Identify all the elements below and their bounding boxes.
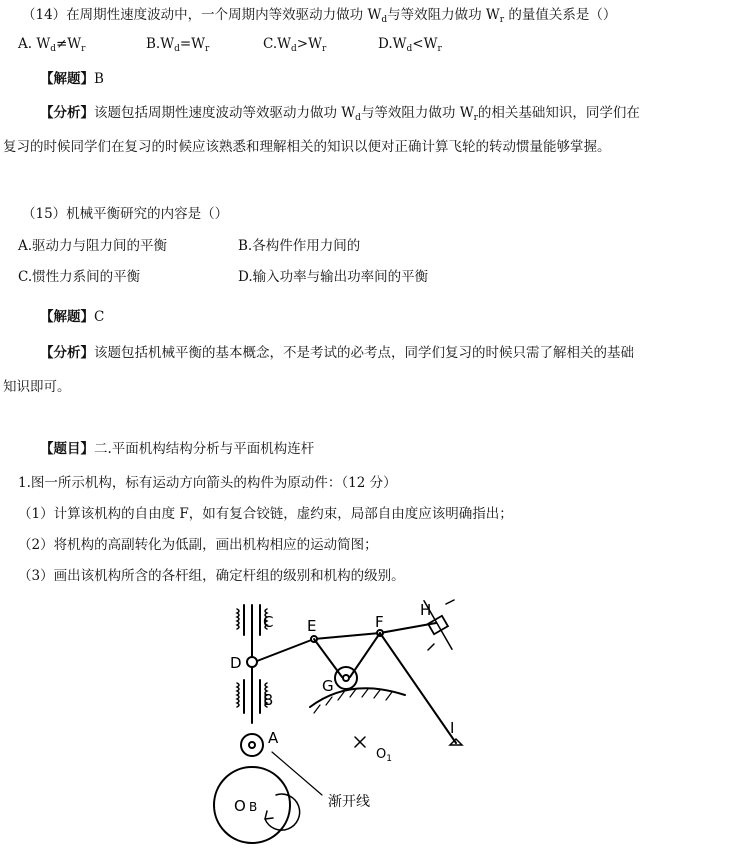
q14-option-d: $D.W_d<W_r$ [378, 36, 442, 54]
q15-answer: 【解题】C [40, 309, 105, 325]
q15-option-a: A.驱动力与阻力间的平衡 [18, 238, 168, 254]
q15-analysis-line2: 知识即可。 [3, 379, 71, 395]
leader-line [272, 752, 322, 795]
q15-option-c: C.惯性力系间的平衡 [18, 269, 141, 285]
label-d: D [230, 654, 242, 672]
label-a: A [268, 729, 279, 747]
section-item-2: （2）将机构的高副转化为低副，画出机构相应的运动简图； [18, 537, 378, 553]
q14-option-c: $C.W_d>W_r$ [263, 36, 327, 54]
joint-d [247, 657, 257, 667]
rotation-arrow [265, 794, 300, 830]
label-g: G [322, 677, 334, 695]
link-fi [380, 633, 456, 743]
section-item-1: （1）计算该机构的自由度 F，如有复合铰链，虚约束，局部自由度应该明确指出； [18, 506, 513, 522]
caption-involute: 渐开线 [328, 794, 370, 810]
center-o1 [355, 737, 365, 747]
label-o1: $O_1$ [376, 747, 392, 764]
q14-analysis-line2: 复习的时候同学们在复习的时候应该熟悉和理解相关的知识以便对正确计算飞轮的转动惯量能够掌握。 [3, 139, 611, 155]
label-c: C [263, 613, 274, 631]
section-question: 1.图一所示机构，标有运动方向箭头的构件为原动件：（12 分） [18, 475, 397, 491]
label-f: F [375, 613, 384, 631]
label-i: I [450, 719, 455, 737]
label-o: O [234, 797, 246, 815]
q14-option-b: $B.W_d=W_r$ [146, 36, 210, 54]
label-b-center: B [249, 800, 258, 814]
label-b: B [263, 691, 274, 709]
section-item-3: （3）画出该机构所含的各杆组，确定杆组的级别和机构的级别。 [18, 568, 405, 584]
q15-option-b: B.各构件作用力间的 [238, 238, 361, 254]
q14-analysis-line1: 【分析】该题包括周期性速度波动等效驱动力做功 $W_d$与等效阻力做功 $W_r$的相关基础知识，同学们在 [40, 105, 640, 123]
q14-answer: 【解题】B [40, 71, 104, 87]
link-de [257, 639, 314, 661]
q15-stem: （15）机械平衡研究的内容是（） [22, 206, 229, 222]
q14-option-a: A. $W_d\ne W_r$ [18, 36, 86, 54]
section-title: 【题目】二.平面机构结构分析与平面机构连杆 [40, 441, 315, 457]
q15-option-d: D.输入功率与输出功率间的平衡 [238, 269, 429, 285]
label-e: E [307, 617, 317, 635]
label-h: H [420, 601, 432, 619]
link-ef [314, 633, 380, 639]
q15-analysis-line1: 【分析】该题包括机械平衡的基本概念，不是考试的必考点，同学们复习的时候只需了解相关的基础 [40, 345, 634, 361]
mechanism-figure [210, 595, 490, 855]
q14-stem: （14）在周期性速度波动中，一个周期内等效驱动力做功 $W_d$与等效阻力做功 $W_r$ 的量值关系是（） [22, 7, 617, 25]
